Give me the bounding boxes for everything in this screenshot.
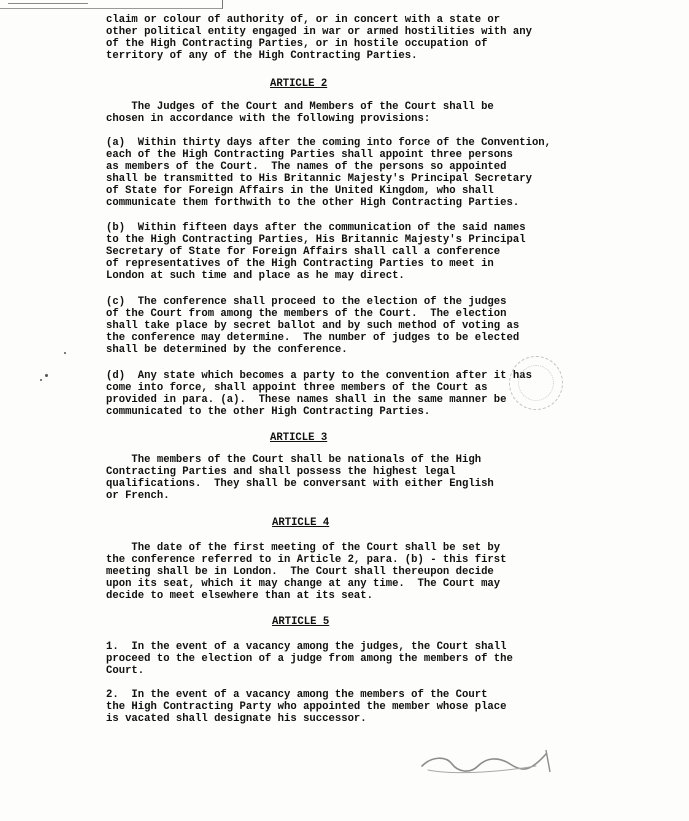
intro-paragraph: claim or colour of authority of, or in concert with a state or other political entity engaged in war or armed hostilities with any of the High Contracting Parties, or in hostile occupation of territory of any of the High Contracting Parties. xyxy=(106,14,532,62)
article-3-body: The members of the Court shall be nationals of the High Contracting Parties and shall possess the highest legal qualifications. They shall be conversant with either English or French. xyxy=(106,454,494,502)
speck-mark xyxy=(64,352,66,354)
article-5-para-1: 1. In the event of a vacancy among the judges, the Court shall proceed to the election of a judge from among the members of the Court. xyxy=(106,641,513,677)
article-2-para-c: (c) The conference shall proceed to the election of the judges of the Court from among the members of the Court. The election shall take place by secret ballot and by such method of voting as the conference may determine. The number of judges to be elected shall be determined by the conference. xyxy=(106,296,520,356)
article-2-heading: ARTICLE 2 xyxy=(270,78,328,90)
article-5-para-2: 2. In the event of a vacancy among the members of the Court the High Contracting Party who appointed the member whose place is vacated shall designate his successor. xyxy=(106,689,507,725)
faded-seal-stamp xyxy=(509,356,563,410)
article-4-body: The date of the first meeting of the Court shall be set by the conference referred to in Article 2, para. (b) - this first meeting shall be in London. The Court shall thereupon decide upon its seat, which it may change at any time. The Court may decide to meet elsewhere than at its seat. xyxy=(106,542,507,602)
article-2-para-d: (d) Any state which becomes a party to the convention after it has come into force, shall appoint three members of the Court as provided in para. (a). These names shall in the same manner be communicated to the other High Contracting Parties. xyxy=(106,370,532,418)
article-4-heading: ARTICLE 4 xyxy=(272,517,330,529)
article-5-heading: ARTICLE 5 xyxy=(272,616,330,628)
article-3-heading: ARTICLE 3 xyxy=(270,432,328,444)
speck-mark xyxy=(40,379,42,381)
speck-mark xyxy=(45,374,48,377)
article-2-para-a: (a) Within thirty days after the coming into force of the Convention, each of the High Contracting Parties shall appoint three persons as members of the Court. The names of the persons so appointed shall be transmitted to His Britannic Majesty's Principal Secretary of State for Foreign Affairs in the United Kingdom, who shall communicate them forthwith to the other High Contracting Parties. xyxy=(106,137,552,209)
article-2-para-b: (b) Within fifteen days after the communication of the said names to the High Contracting Parties, His Britannic Majesty's Principal Secretary of State for Foreign Affairs shall call a conference of representatives of the High Contracting Parties to meet in London at such time and place as he may direct. xyxy=(106,222,526,282)
page-top-rule xyxy=(0,0,223,9)
faded-signature xyxy=(418,744,554,778)
article-2-intro: The Judges of the Court and Members of the Court shall be chosen in accordance with the following provisions: xyxy=(106,101,494,125)
